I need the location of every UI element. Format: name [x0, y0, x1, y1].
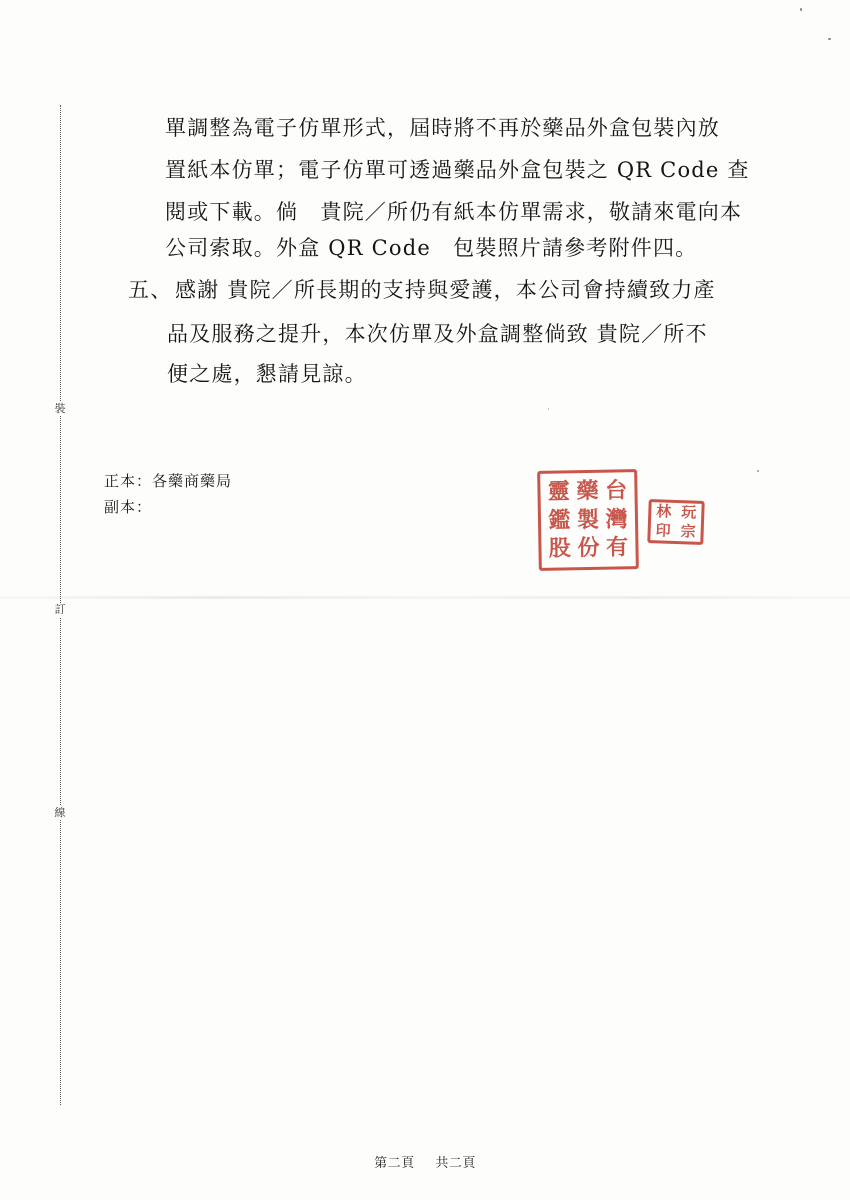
item-5-line-2: 品及服務之提升，本次仿單及外盒調整倘致 貴院／所不 [167, 322, 708, 346]
seal-char: 林 [656, 502, 672, 521]
seal-char: 靈 [547, 478, 571, 505]
seal-char: 股 [548, 535, 572, 563]
seal-char: 台 [604, 477, 628, 504]
binding-mark-line: 線 [54, 806, 66, 819]
binding-mark-bind: 裝 [54, 402, 66, 415]
page-footer [0, 1152, 850, 1171]
page-number: 第二頁 [374, 1156, 415, 1171]
seal-char: 份 [577, 535, 600, 562]
item-5-line-1: 感謝 貴院／所長期的支持與愛護，本公司會持續致力產 [175, 278, 716, 302]
item-5-number: 五、 [128, 278, 173, 302]
body-line-4: 公司索取。外盒 QR Code 包裝照片請參考附件四。 [165, 236, 698, 260]
scan-speck [757, 470, 759, 472]
seal-char: 鑑 [548, 506, 571, 534]
page-total: 共二頁 [435, 1156, 476, 1171]
paper-fold-line [0, 596, 850, 599]
primary-recipient: 正本：各藥商藥局 [104, 472, 233, 490]
company-seal [537, 469, 639, 571]
scan-speck [828, 38, 831, 40]
seal-char: 印 [655, 521, 672, 540]
scan-speck [800, 8, 802, 11]
seal-char: 有 [605, 534, 629, 562]
item-5-line-3: 便之處，懇請見諒。 [167, 362, 367, 386]
binding-mark-staple: 訂 [54, 603, 66, 616]
body-line-2: 置紙本仿單；電子仿單可透過藥品外盒包裝之 QR Code 查 [165, 158, 750, 182]
body-line-1: 單調整為電子仿單形式，屆時將不再於藥品外盒包裝內放 [165, 116, 720, 140]
representative-seal [647, 499, 705, 545]
seal-char: 玩 [681, 503, 697, 522]
seal-char: 藥 [576, 477, 599, 505]
seal-char: 宗 [680, 522, 696, 541]
seal-char: 製 [576, 506, 600, 533]
body-line-3: 閱或下載。倘 貴院／所仍有紙本仿單需求，敬請來電向本 [165, 200, 743, 224]
copy-recipient: 副本： [104, 498, 153, 516]
scan-speck [548, 408, 549, 410]
seal-char: 灣 [605, 505, 628, 533]
